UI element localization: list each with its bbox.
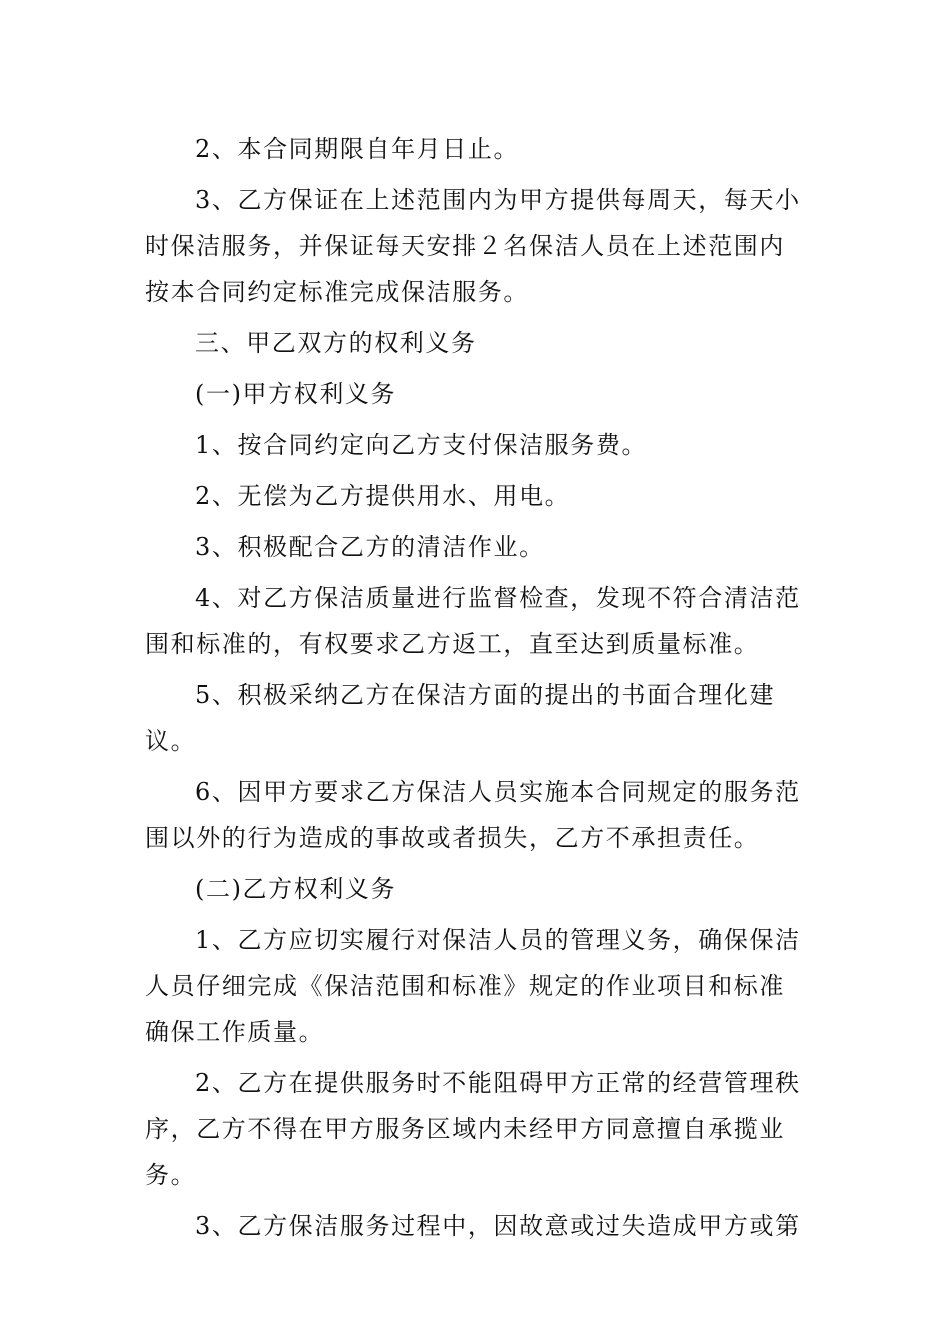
paragraph-party-b-item-2: 2、乙方在提供服务时不能阻碍甲方正常的经营管理秩序，乙方不得在甲方服务区域内未经甲方同意擅自承揽业务。 — [145, 1069, 801, 1189]
section-heading-rights-obligations: 三、甲乙双方的权利义务 — [195, 329, 477, 357]
paragraph-party-b-item-1: 1、乙方应切实履行对保洁人员的管理义务，确保保洁人员仔细完成《保洁范围和标准》规定的作业项目和标准确保工作质量。 — [145, 926, 801, 1046]
paragraph-party-a-item-1: 1、按合同约定向乙方支付保洁服务费。 — [195, 431, 648, 459]
subsection-heading-party-b: (二)乙方权利义务 — [195, 875, 397, 903]
document-body — [145, 126, 810, 1254]
paragraph-party-b-item-3: 3、乙方保洁服务过程中，因故意或过失造成甲方或第 — [195, 1212, 801, 1240]
paragraph-party-a-item-5: 5、积极采纳乙方在保洁方面的提出的书面合理化建议。 — [145, 681, 776, 755]
paragraph-service-guarantee: 3、乙方保证在上述范围内为甲方提供每周天，每天小时保洁服务，并保证每天安排２名保洁人员在上述范围内按本合同约定标准完成保洁服务。 — [145, 186, 801, 306]
paragraph-party-a-item-2: 2、无偿为乙方提供用水、用电。 — [195, 482, 571, 510]
paragraph-party-a-item-3: 3、积极配合乙方的清洁作业。 — [195, 533, 545, 561]
subsection-heading-party-a: (一)甲方权利义务 — [195, 380, 397, 408]
paragraph-party-a-item-6: 6、因甲方要求乙方保洁人员实施本合同规定的服务范围以外的行为造成的事故或者损失，乙方不承担责任。 — [145, 778, 801, 852]
paragraph-party-a-item-4: 4、对乙方保洁质量进行监督检查，发现不符合清洁范围和标准的，有权要求乙方返工，直至达到质量标准。 — [145, 584, 801, 658]
paragraph-term-period: 2、本合同期限自年月日止。 — [195, 135, 520, 163]
